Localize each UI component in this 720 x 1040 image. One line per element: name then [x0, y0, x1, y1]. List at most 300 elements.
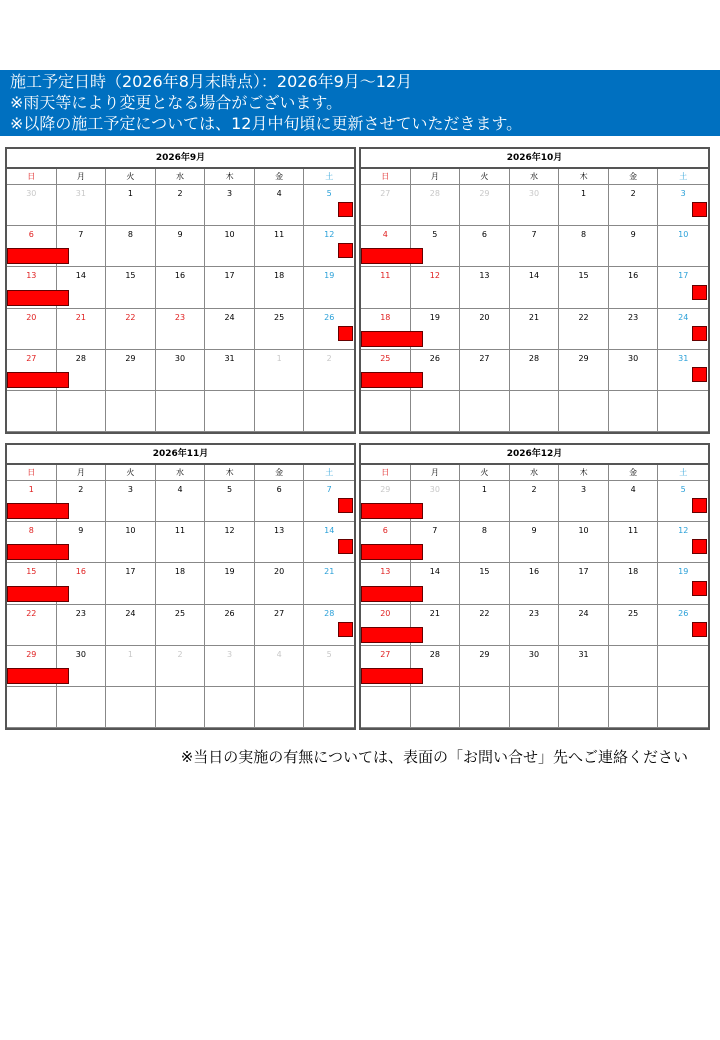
day-cell	[609, 687, 659, 728]
day-cell	[7, 563, 57, 604]
day-number: 4	[276, 649, 282, 659]
day-cell	[510, 267, 560, 308]
work-scheduled-marker	[692, 367, 707, 382]
weekday-header: 日	[7, 169, 57, 185]
day-number: 30	[26, 189, 37, 198]
day-number: 15	[26, 567, 37, 577]
work-scheduled-marker	[692, 326, 707, 341]
day-cell	[559, 481, 609, 522]
day-cell	[460, 605, 510, 646]
day-cell	[460, 646, 510, 687]
day-cell	[510, 687, 560, 728]
day-number: 24	[125, 608, 136, 618]
day-cell	[411, 309, 461, 350]
day-number: 16	[75, 567, 86, 577]
day-number: 20	[26, 312, 37, 322]
day-number: 18	[174, 567, 186, 577]
day-cell	[205, 646, 255, 687]
day-cell	[7, 646, 57, 687]
day-cell	[304, 646, 354, 687]
day-cell	[609, 391, 659, 432]
day-cell	[510, 185, 560, 226]
day-number: 22	[479, 608, 490, 618]
day-number: 2	[177, 189, 183, 198]
day-number: 13	[479, 271, 490, 281]
day-cell	[361, 522, 411, 563]
day-cell	[361, 226, 411, 267]
banner-line-2: ※雨天等により変更となる場合がございます。	[10, 93, 343, 112]
day-cell	[156, 350, 206, 391]
day-cell	[7, 481, 57, 522]
day-cell	[304, 350, 354, 391]
day-cell	[411, 267, 461, 308]
day-cell	[559, 185, 609, 226]
day-number: 16	[628, 271, 639, 281]
day-number: 15	[479, 567, 490, 577]
day-cell	[205, 391, 255, 432]
day-cell	[559, 350, 609, 391]
day-cell	[106, 481, 156, 522]
day-cell	[609, 481, 659, 522]
day-cell	[411, 350, 461, 391]
day-cell	[57, 391, 107, 432]
day-number: 1	[127, 189, 133, 198]
calendar-grid	[361, 169, 708, 432]
day-cell	[460, 391, 510, 432]
day-number: 11	[380, 271, 391, 281]
day-number: 4	[630, 485, 636, 494]
day-number: 29	[380, 485, 391, 494]
day-number: 31	[75, 189, 86, 198]
day-number: 25	[274, 312, 285, 322]
day-cell	[255, 309, 305, 350]
day-cell	[205, 522, 255, 563]
day-cell	[106, 226, 156, 267]
work-scheduled-marker	[338, 498, 353, 513]
day-cell	[658, 309, 708, 350]
day-number: 26	[324, 312, 335, 322]
day-cell	[255, 350, 305, 391]
day-cell	[559, 226, 609, 267]
day-cell	[205, 350, 255, 391]
day-cell	[156, 522, 206, 563]
day-cell	[460, 267, 510, 308]
day-number: 9	[78, 526, 84, 536]
weekday-header: 木	[559, 169, 609, 185]
day-cell	[106, 605, 156, 646]
day-cell	[106, 522, 156, 563]
day-cell	[255, 391, 305, 432]
day-cell	[156, 185, 206, 226]
day-cell	[106, 185, 156, 226]
weekday-header: 月	[57, 169, 107, 185]
day-number: 17	[678, 271, 689, 281]
day-number: 20	[274, 567, 285, 577]
day-cell	[460, 309, 510, 350]
day-cell	[205, 226, 255, 267]
day-cell	[460, 563, 510, 604]
day-number: 22	[26, 608, 37, 618]
day-number: 19	[324, 271, 335, 281]
day-cell	[156, 309, 206, 350]
work-scheduled-marker	[692, 539, 707, 554]
day-cell	[510, 646, 560, 687]
day-cell	[205, 687, 255, 728]
day-number: 10	[678, 230, 689, 240]
day-cell	[205, 309, 255, 350]
day-number: 8	[127, 230, 133, 240]
day-number: 3	[227, 649, 233, 659]
day-number: 30	[174, 353, 186, 363]
day-number: 1	[276, 353, 282, 363]
day-number: 1	[481, 485, 487, 494]
day-number: 25	[628, 608, 639, 618]
day-cell	[559, 687, 609, 728]
weekday-header: 月	[57, 465, 107, 481]
day-cell	[510, 605, 560, 646]
day-number: 12	[224, 526, 235, 536]
day-cell	[559, 605, 609, 646]
day-cell	[411, 391, 461, 432]
day-cell	[658, 646, 708, 687]
day-number: 30	[429, 485, 440, 494]
day-number: 7	[531, 230, 537, 240]
day-number: 2	[531, 485, 537, 494]
day-cell	[658, 226, 708, 267]
day-cell	[411, 687, 461, 728]
day-number: 29	[578, 353, 589, 363]
day-number: 3	[127, 485, 133, 494]
calendar-december	[359, 443, 710, 730]
day-number: 1	[581, 189, 587, 198]
day-number: 3	[227, 189, 233, 198]
day-cell	[609, 226, 659, 267]
day-cell	[658, 687, 708, 728]
day-number: 23	[628, 312, 639, 322]
day-number: 23	[174, 312, 186, 322]
day-cell	[411, 563, 461, 604]
day-cell	[255, 185, 305, 226]
weekday-header: 金	[609, 465, 659, 481]
day-cell	[7, 391, 57, 432]
day-cell	[57, 522, 107, 563]
day-number: 12	[429, 271, 440, 281]
day-number: 28	[429, 189, 440, 198]
work-scheduled-marker	[692, 285, 707, 300]
day-cell	[205, 185, 255, 226]
weekday-header: 土	[658, 465, 708, 481]
day-cell	[559, 267, 609, 308]
day-cell	[156, 267, 206, 308]
day-number: 30	[628, 353, 639, 363]
work-scheduled-marker	[692, 498, 707, 513]
day-number: 16	[528, 567, 540, 577]
day-number: 7	[78, 230, 84, 240]
day-number: 30	[75, 649, 86, 659]
day-cell	[361, 309, 411, 350]
day-cell	[361, 646, 411, 687]
calendar-title: 2026年12月	[361, 445, 708, 465]
day-cell	[361, 563, 411, 604]
day-cell	[559, 563, 609, 604]
day-cell	[57, 646, 107, 687]
work-scheduled-marker	[692, 622, 707, 637]
day-number: 4	[382, 230, 388, 240]
day-number: 28	[324, 608, 335, 618]
day-number: 3	[680, 189, 686, 198]
day-cell	[255, 605, 305, 646]
day-cell	[304, 605, 354, 646]
day-cell	[156, 605, 206, 646]
day-number: 5	[680, 485, 686, 494]
weekday-header: 木	[205, 169, 255, 185]
day-number: 22	[578, 312, 589, 322]
day-number: 8	[481, 526, 487, 536]
day-cell	[106, 563, 156, 604]
day-cell	[361, 267, 411, 308]
day-number: 18	[628, 567, 639, 577]
day-cell	[304, 185, 354, 226]
day-cell	[255, 687, 305, 728]
weekday-header: 土	[658, 169, 708, 185]
day-cell	[411, 646, 461, 687]
day-cell	[106, 309, 156, 350]
day-number: 21	[528, 312, 540, 322]
day-number: 10	[224, 230, 235, 240]
day-number: 9	[177, 230, 183, 240]
day-cell	[304, 309, 354, 350]
day-number: 13	[274, 526, 285, 536]
day-cell	[57, 267, 107, 308]
work-scheduled-marker	[338, 622, 353, 637]
day-number: 2	[78, 485, 84, 494]
day-cell	[609, 267, 659, 308]
day-cell	[559, 646, 609, 687]
calendar-grid	[7, 169, 354, 432]
weekday-header: 水	[156, 465, 206, 481]
day-cell	[361, 185, 411, 226]
day-number: 14	[429, 567, 440, 577]
banner-line-3: ※以降の施工予定については、12月中旬頃に更新させていただきます。	[10, 114, 523, 133]
day-cell	[57, 687, 107, 728]
day-number: 2	[177, 649, 183, 659]
day-cell	[510, 522, 560, 563]
day-number: 26	[429, 353, 440, 363]
day-cell	[658, 267, 708, 308]
day-cell	[57, 350, 107, 391]
day-cell	[304, 391, 354, 432]
day-number: 7	[432, 526, 438, 536]
day-number: 19	[224, 567, 235, 577]
work-scheduled-marker	[338, 539, 353, 554]
day-number: 14	[528, 271, 540, 281]
weekday-header: 金	[255, 465, 305, 481]
day-cell	[361, 391, 411, 432]
day-number: 28	[429, 649, 440, 659]
day-cell	[106, 687, 156, 728]
day-cell	[609, 605, 659, 646]
day-cell	[361, 350, 411, 391]
day-number: 9	[531, 526, 537, 536]
day-number: 29	[479, 189, 490, 198]
day-number: 14	[75, 271, 86, 281]
day-cell	[205, 481, 255, 522]
day-cell	[7, 350, 57, 391]
day-cell	[658, 481, 708, 522]
day-number: 2	[326, 353, 332, 363]
day-cell	[106, 267, 156, 308]
calendar-grid	[7, 465, 354, 728]
day-cell	[7, 267, 57, 308]
work-scheduled-marker	[338, 326, 353, 341]
day-cell	[304, 522, 354, 563]
day-cell	[205, 605, 255, 646]
day-number: 5	[227, 485, 233, 494]
day-number: 28	[75, 353, 86, 363]
day-cell	[304, 267, 354, 308]
day-cell	[658, 563, 708, 604]
day-cell	[460, 226, 510, 267]
day-cell	[510, 350, 560, 391]
day-number: 8	[581, 230, 587, 240]
calendar-september	[5, 147, 356, 434]
day-cell	[658, 350, 708, 391]
day-number: 14	[324, 526, 335, 536]
day-number: 2	[630, 189, 636, 198]
weekday-header: 水	[510, 465, 560, 481]
calendar-october	[359, 147, 710, 434]
day-cell	[510, 481, 560, 522]
day-number: 27	[479, 353, 490, 363]
weekday-header: 日	[361, 169, 411, 185]
day-cell	[411, 226, 461, 267]
day-cell	[7, 687, 57, 728]
day-cell	[609, 350, 659, 391]
day-cell	[460, 350, 510, 391]
day-number: 18	[274, 271, 285, 281]
day-cell	[411, 481, 461, 522]
day-number: 4	[177, 485, 183, 494]
day-cell	[361, 605, 411, 646]
day-cell	[7, 309, 57, 350]
weekday-header: 火	[460, 169, 510, 185]
day-number: 31	[678, 353, 689, 363]
weekday-header: 火	[106, 465, 156, 481]
day-number: 23	[528, 608, 540, 618]
day-number: 15	[578, 271, 589, 281]
day-number: 4	[276, 189, 282, 198]
day-cell	[156, 481, 206, 522]
day-cell	[106, 391, 156, 432]
day-number: 1	[127, 649, 133, 659]
day-number: 6	[276, 485, 282, 494]
day-cell	[106, 350, 156, 391]
day-number: 30	[528, 649, 540, 659]
work-scheduled-marker	[692, 581, 707, 596]
day-number: 20	[479, 312, 490, 322]
weekday-header: 月	[411, 169, 461, 185]
day-cell	[7, 226, 57, 267]
day-cell	[304, 563, 354, 604]
day-number: 22	[125, 312, 136, 322]
day-cell	[361, 481, 411, 522]
day-number: 17	[224, 271, 235, 281]
day-cell	[411, 185, 461, 226]
day-number: 11	[274, 230, 285, 240]
day-cell	[510, 309, 560, 350]
day-number: 23	[75, 608, 86, 618]
day-cell	[156, 391, 206, 432]
calendar-november	[5, 443, 356, 730]
day-cell	[304, 687, 354, 728]
day-cell	[205, 267, 255, 308]
day-number: 27	[26, 353, 37, 363]
day-number: 1	[28, 485, 34, 494]
day-number: 7	[326, 485, 332, 494]
day-number: 30	[528, 189, 540, 198]
day-number: 21	[429, 608, 440, 618]
day-cell	[205, 563, 255, 604]
day-number: 17	[125, 567, 136, 577]
day-number: 5	[432, 230, 438, 240]
day-cell	[57, 605, 107, 646]
day-number: 13	[380, 567, 391, 577]
day-number: 19	[678, 567, 689, 577]
day-cell	[255, 267, 305, 308]
day-number: 5	[326, 189, 332, 198]
day-number: 24	[578, 608, 589, 618]
weekday-header: 木	[205, 465, 255, 481]
day-number: 17	[578, 567, 589, 577]
day-cell	[7, 522, 57, 563]
day-cell	[156, 646, 206, 687]
day-cell	[106, 646, 156, 687]
day-number: 25	[380, 353, 391, 363]
day-cell	[460, 481, 510, 522]
weekday-header: 水	[156, 169, 206, 185]
day-cell	[57, 309, 107, 350]
day-number: 9	[630, 230, 636, 240]
day-cell	[57, 563, 107, 604]
day-number: 26	[678, 608, 689, 618]
day-cell	[609, 563, 659, 604]
day-number: 27	[380, 649, 391, 659]
day-number: 8	[28, 526, 34, 536]
day-number: 15	[125, 271, 136, 281]
day-number: 27	[274, 608, 285, 618]
weekday-header: 金	[255, 169, 305, 185]
day-number: 11	[628, 526, 639, 536]
day-number: 31	[224, 353, 235, 363]
weekday-header: 火	[106, 169, 156, 185]
weekday-header: 日	[7, 465, 57, 481]
schedule-banner	[0, 70, 720, 136]
work-scheduled-marker	[692, 202, 707, 217]
day-cell	[460, 185, 510, 226]
day-cell	[57, 226, 107, 267]
day-number: 25	[174, 608, 186, 618]
day-number: 29	[125, 353, 136, 363]
day-cell	[255, 481, 305, 522]
day-number: 27	[380, 189, 391, 198]
day-cell	[559, 391, 609, 432]
day-cell	[7, 185, 57, 226]
day-cell	[411, 605, 461, 646]
day-cell	[57, 481, 107, 522]
day-cell	[156, 563, 206, 604]
day-number: 31	[578, 649, 589, 659]
weekday-header: 火	[460, 465, 510, 481]
